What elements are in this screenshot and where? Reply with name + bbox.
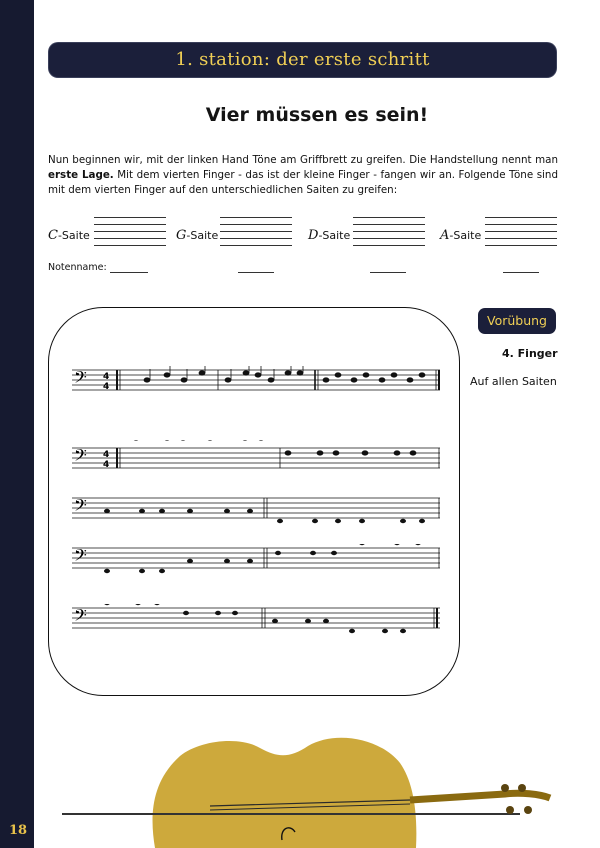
bass-clef-icon: 𝄢 (74, 495, 87, 519)
bass-clef-icon: 𝄢 (74, 445, 87, 469)
intro-paragraph (48, 153, 558, 198)
string-label-d: D-Saite (308, 228, 351, 243)
string-label-a: A-Saite (440, 228, 482, 243)
staff-line-1 (72, 366, 442, 396)
staff-line-4 (72, 544, 442, 580)
staff-line-5 (72, 604, 442, 640)
intro-text-1: Nun beginnen wir, mit der linken Hand Töne am Griffbrett zu greifen. Die Handstellung nennt man (48, 154, 558, 166)
answer-blank-c[interactable] (110, 272, 148, 273)
answer-blank-d[interactable] (370, 272, 406, 273)
header-title: 1. station: der erste schritt (175, 49, 430, 70)
intro-text-2: Mit dem vierten Finger - das ist der kleine Finger - fangen wir an. Folgende Töne sind mit dem vierten Finger auf den unterschiedlichen Saiten zu greifen: (48, 169, 558, 196)
vorubung-button[interactable]: Vorübung (478, 308, 556, 334)
staff-c (94, 217, 166, 245)
bass-clef-icon: 𝄢 (74, 545, 87, 569)
answer-blank-a[interactable] (503, 272, 539, 273)
staff-g (220, 217, 292, 245)
staff-line-3 (72, 494, 442, 530)
header-banner (49, 43, 556, 77)
finger-label: 4. Finger (502, 347, 558, 360)
staff-line-2 (72, 440, 442, 470)
cello-illustration (50, 728, 560, 848)
svg-text:4: 4 (103, 382, 110, 392)
bass-clef-icon: 𝄢 (74, 367, 87, 391)
bass-clef-icon: 𝄢 (74, 605, 87, 629)
svg-text:4: 4 (103, 460, 110, 470)
notenname-label: Notenname: (48, 262, 107, 273)
left-margin-strip (0, 0, 34, 848)
answer-blank-g[interactable] (238, 272, 274, 273)
string-label-c: C-Saite (48, 228, 90, 243)
string-label-g: G-Saite (176, 228, 219, 243)
staff-d (353, 217, 425, 245)
strings-label: Auf allen Saiten (470, 375, 557, 388)
page-title: Vier müssen es sein! (205, 104, 429, 126)
svg-text:4: 4 (103, 450, 110, 460)
intro-bold: erste Lage. (48, 169, 114, 181)
svg-text:4: 4 (103, 372, 110, 382)
staff-a (485, 217, 557, 245)
page-number: 18 (8, 823, 28, 838)
